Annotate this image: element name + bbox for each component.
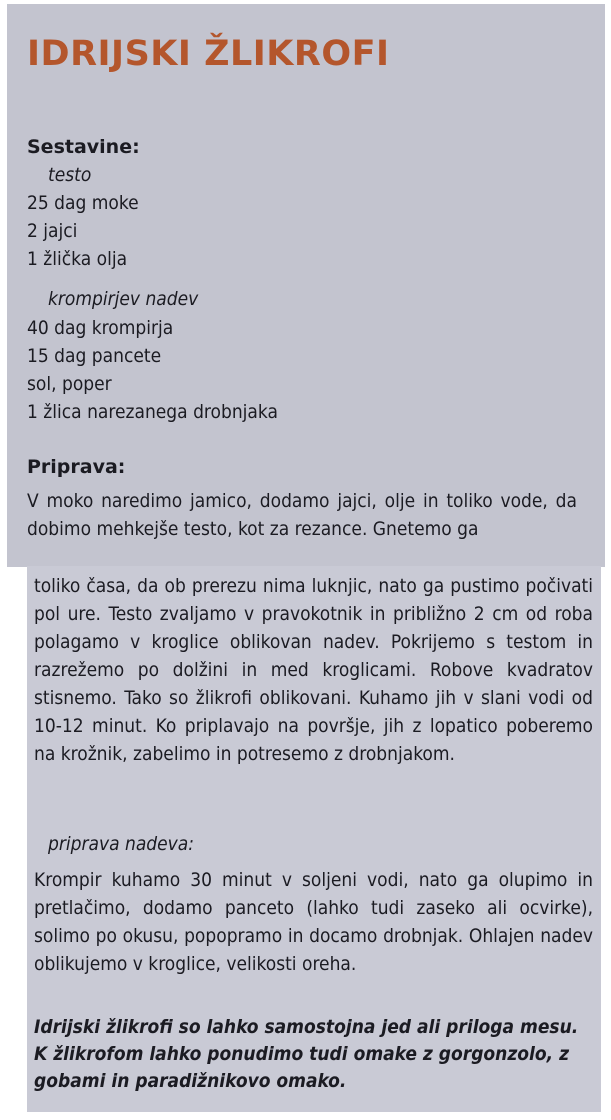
dough-ingredient-list [27,189,139,273]
ingredient-item: 40 dag krompirja [27,317,174,339]
filling-label: krompirjev nadev [48,288,199,310]
serving-note: Idrijski žlikrofi so lahko samostojna jed ali priloga mesu. K žlikrofom lahko ponudimo tudi omake z gorgonzolo, z gobami in paradižnikovo omako. [34,1016,579,1092]
recipe-panel-top [7,4,605,567]
ingredient-item: sol, poper [27,373,112,395]
ingredient-item: 15 dag pancete [27,345,162,367]
ingredient-item: 1 žlica narezanega drobnjaka [27,401,278,423]
ingredient-item: 2 jajci [27,220,78,242]
filling-prep-paragraph: Krompir kuhamo 30 minut v soljeni vodi, nato ga olupimo in pretlačimo, dodamo panceto (lahko tudi zaseko ali ocvirke), solimo po okusu, popopramo in docamo drobnjak. Ohlajen nadev oblikujemo v kroglice, velikosti oreha. [34,869,593,975]
preparation-heading: Priprava: [27,456,126,478]
recipe-title: IDRIJSKI ŽLIKROFI [27,34,390,74]
preparation-paragraph-top: V moko naredimo jamico, dodamo jajci, olje in toliko vode, da dobimo mehkejše testo, kot za rezance. Gnetemo ga [27,490,577,540]
ingredients-heading: Sestavine: [27,136,140,158]
preparation-paragraph-continued: toliko časa, da ob prerezu nima luknjic, nato ga pustimo počivati pol ure. Testo zvaljamo v pravokotnik in približno 2 cm od roba polagamo v kroglice oblikovan nadev. Pokrijemo s testom in razrežemo po dolžini in med kroglicami. Robove kvadratov stisnemo. Tako so žlikrofi oblikovani. Kuhamo jih v slani vodi od 10-12 minut. Ko priplavajo na površje, jih z lopatico poberemo na krožnik, zabelimo in potresemo z drobnjakom. [34,575,593,765]
dough-label: testo [48,164,92,186]
filling-ingredient-list [27,314,278,426]
ingredient-item: 25 dag moke [27,192,139,214]
filling-prep-label: priprava nadeva: [48,833,195,855]
ingredient-item: 1 žlička olja [27,248,128,270]
